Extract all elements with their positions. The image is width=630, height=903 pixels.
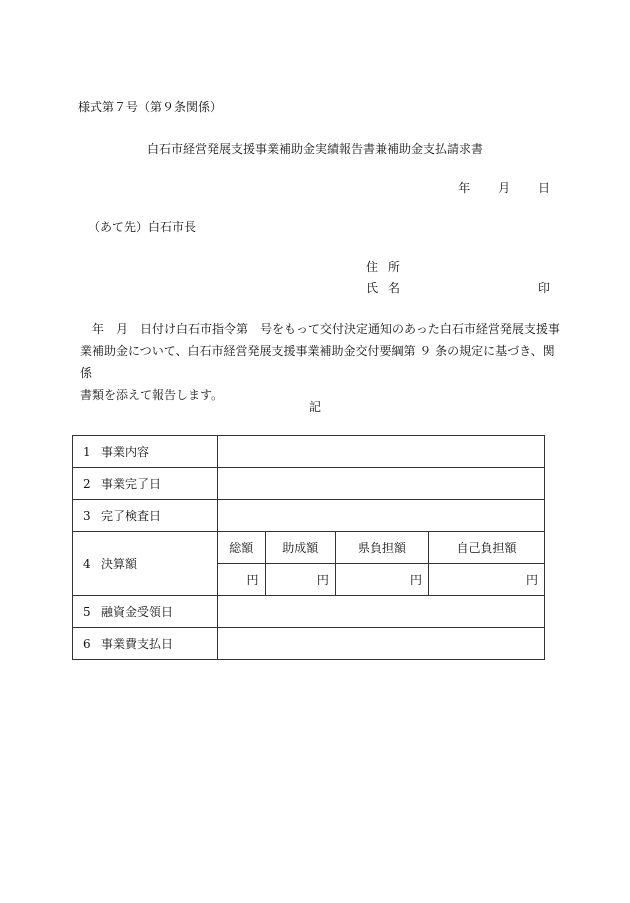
row-value[interactable] (218, 436, 545, 468)
date-month: 月 (498, 181, 511, 195)
addressee: （あて先）白石市長 (88, 220, 197, 234)
seal-mark: 印 (538, 281, 551, 295)
name-label: 氏名 (366, 281, 411, 295)
table-row (73, 596, 545, 628)
body-line-3: 書類を添えて報告します。 (80, 388, 224, 402)
report-table (72, 435, 545, 660)
table-row (73, 468, 545, 500)
table-row (73, 532, 545, 564)
col-subsidy: 助成額 (265, 532, 335, 564)
prefecture-amount[interactable]: 円 (335, 564, 428, 596)
table-row (73, 436, 545, 468)
ki-heading: 記 (308, 400, 321, 414)
total-amount[interactable]: 円 (218, 564, 266, 596)
row-label: 1 事業内容 (73, 436, 218, 468)
subsidy-amount[interactable]: 円 (265, 564, 335, 596)
document-title: 白石市経営発展支援事業補助金実績報告書兼補助金支払請求書 (146, 142, 483, 156)
date-line (444, 179, 550, 196)
report-body (80, 318, 560, 406)
settlement-label: 4 決算額 (73, 532, 218, 596)
row-label: 2 事業完了日 (73, 468, 218, 500)
table-row (73, 628, 545, 660)
form-number: 様式第７号（第９条関係） (78, 100, 223, 114)
row-value[interactable] (218, 596, 545, 628)
row-value[interactable] (218, 468, 545, 500)
row-label: 5 融資金受領日 (73, 596, 218, 628)
row-label: 6 事業費支払日 (73, 628, 218, 660)
col-prefecture: 県負担額 (335, 532, 428, 564)
date-day: 日 (537, 181, 550, 195)
row-value[interactable] (218, 500, 545, 532)
col-total: 総額 (218, 532, 266, 564)
row-label: 3 完了検査日 (73, 500, 218, 532)
row-value[interactable] (218, 628, 545, 660)
table-row (73, 500, 545, 532)
self-amount[interactable]: 円 (429, 564, 545, 596)
col-self: 自己負担額 (429, 532, 545, 564)
body-line-2: 業補助金について、白石市経営発展支援事業補助金交付要綱第 ９ 条の規定に基づき、関係 (80, 344, 555, 380)
address-label: 住所 (366, 260, 411, 274)
date-year: 年 (458, 181, 471, 195)
body-line-1: 年 月 日付け白石市指令第 号をもって交付決定通知のあった白石市経営発展支援事 (92, 322, 560, 336)
